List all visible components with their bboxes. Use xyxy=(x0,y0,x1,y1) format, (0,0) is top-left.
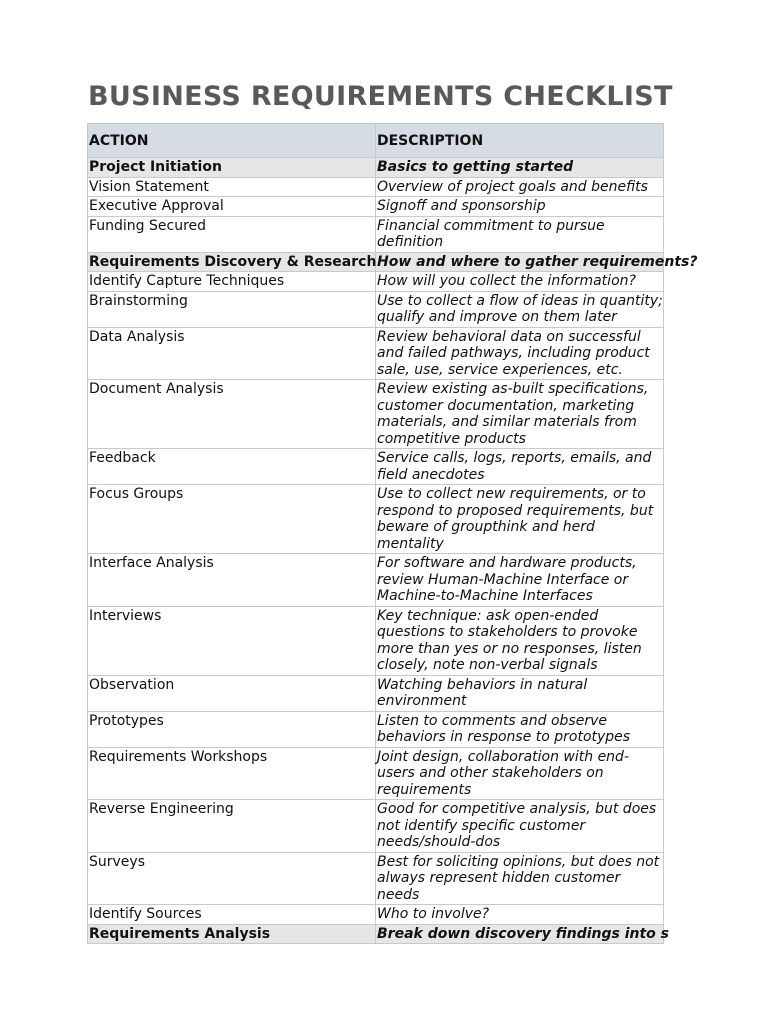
row-action: Prototypes xyxy=(88,711,376,747)
header-action: ACTION xyxy=(88,124,376,158)
table-row xyxy=(88,291,664,327)
row-description: Signoff and sponsorship xyxy=(376,197,664,217)
table-row xyxy=(88,747,664,800)
row-description: Service calls, logs, reports, emails, and field anecdotes xyxy=(376,449,664,485)
row-action: Observation xyxy=(88,675,376,711)
row-description: Financial commitment to pursue definition xyxy=(376,216,664,252)
row-action: Document Analysis xyxy=(88,380,376,449)
row-description: Watching behaviors in natural environment xyxy=(376,675,664,711)
row-description: Overview of project goals and benefits xyxy=(376,177,664,197)
requirements-checklist-table xyxy=(87,123,698,944)
table-row xyxy=(88,197,664,217)
table-row xyxy=(88,177,664,197)
row-description: Review existing as-built specifications, customer documentation, marketing materials, and similar materials from competitive products xyxy=(376,380,664,449)
section-action: Project Initiation xyxy=(88,158,376,178)
row-action: Focus Groups xyxy=(88,485,376,554)
row-action: Surveys xyxy=(88,852,376,905)
row-description: How will you collect the information? xyxy=(376,272,664,292)
row-description: Best for soliciting opinions, but does not always represent hidden customer needs xyxy=(376,852,664,905)
document-title: BUSINESS REQUIREMENTS CHECKLIST xyxy=(88,81,673,112)
table-row xyxy=(88,606,664,675)
row-action: Brainstorming xyxy=(88,291,376,327)
row-action: Data Analysis xyxy=(88,327,376,380)
table-header-row xyxy=(88,124,664,158)
row-action: Vision Statement xyxy=(88,177,376,197)
row-action: Interviews xyxy=(88,606,376,675)
section-description: Break down discovery findings into s xyxy=(377,925,669,942)
section-row xyxy=(88,158,664,178)
header-description: DESCRIPTION xyxy=(376,124,664,158)
row-action: Identify Capture Techniques xyxy=(88,272,376,292)
section-row xyxy=(88,924,664,944)
row-action: Identify Sources xyxy=(88,905,376,925)
section-action: Requirements Discovery & Research xyxy=(89,253,377,270)
table-row xyxy=(88,327,664,380)
row-action: Interface Analysis xyxy=(88,554,376,607)
table-row xyxy=(88,675,664,711)
row-action: Requirements Workshops xyxy=(88,747,376,800)
table-row xyxy=(88,711,664,747)
section-description: Basics to getting started xyxy=(376,158,664,178)
row-action: Executive Approval xyxy=(88,197,376,217)
row-description: For software and hardware products, review Human-Machine Interface or Machine-to-Machine Interfaces xyxy=(376,554,664,607)
row-description: Who to involve? xyxy=(376,905,664,925)
row-description: Listen to comments and observe behaviors in response to prototypes xyxy=(376,711,664,747)
section-description: How and where to gather requirements? xyxy=(377,253,698,270)
section-row xyxy=(88,252,664,272)
table-row xyxy=(88,380,664,449)
section-action: Requirements Analysis xyxy=(88,924,376,944)
table-row xyxy=(88,449,664,485)
row-description: Good for competitive analysis, but does not identify specific customer needs/should-dos xyxy=(376,800,664,853)
row-description: Use to collect new requirements, or to respond to proposed requirements, but beware of groupthink and herd mentality xyxy=(376,485,664,554)
table-row xyxy=(88,852,664,905)
table-row xyxy=(88,554,664,607)
table-row xyxy=(88,216,664,252)
table-row xyxy=(88,272,664,292)
row-action: Reverse Engineering xyxy=(88,800,376,853)
row-description: Use to collect a flow of ideas in quantity; qualify and improve on them later xyxy=(377,292,663,325)
row-description: Review behavioral data on successful and failed pathways, including product sale, use, service experiences, etc. xyxy=(376,327,664,380)
row-action: Funding Secured xyxy=(88,216,376,252)
row-description: Key technique: ask open-ended questions to stakeholders to provoke more than yes or no responses, listen closely, note non-verbal signals xyxy=(376,606,664,675)
table-row xyxy=(88,905,664,925)
table-row xyxy=(88,800,664,853)
row-description: Joint design, collaboration with end-users and other stakeholders on requirements xyxy=(376,747,664,800)
row-action: Feedback xyxy=(88,449,376,485)
table-row xyxy=(88,485,664,554)
